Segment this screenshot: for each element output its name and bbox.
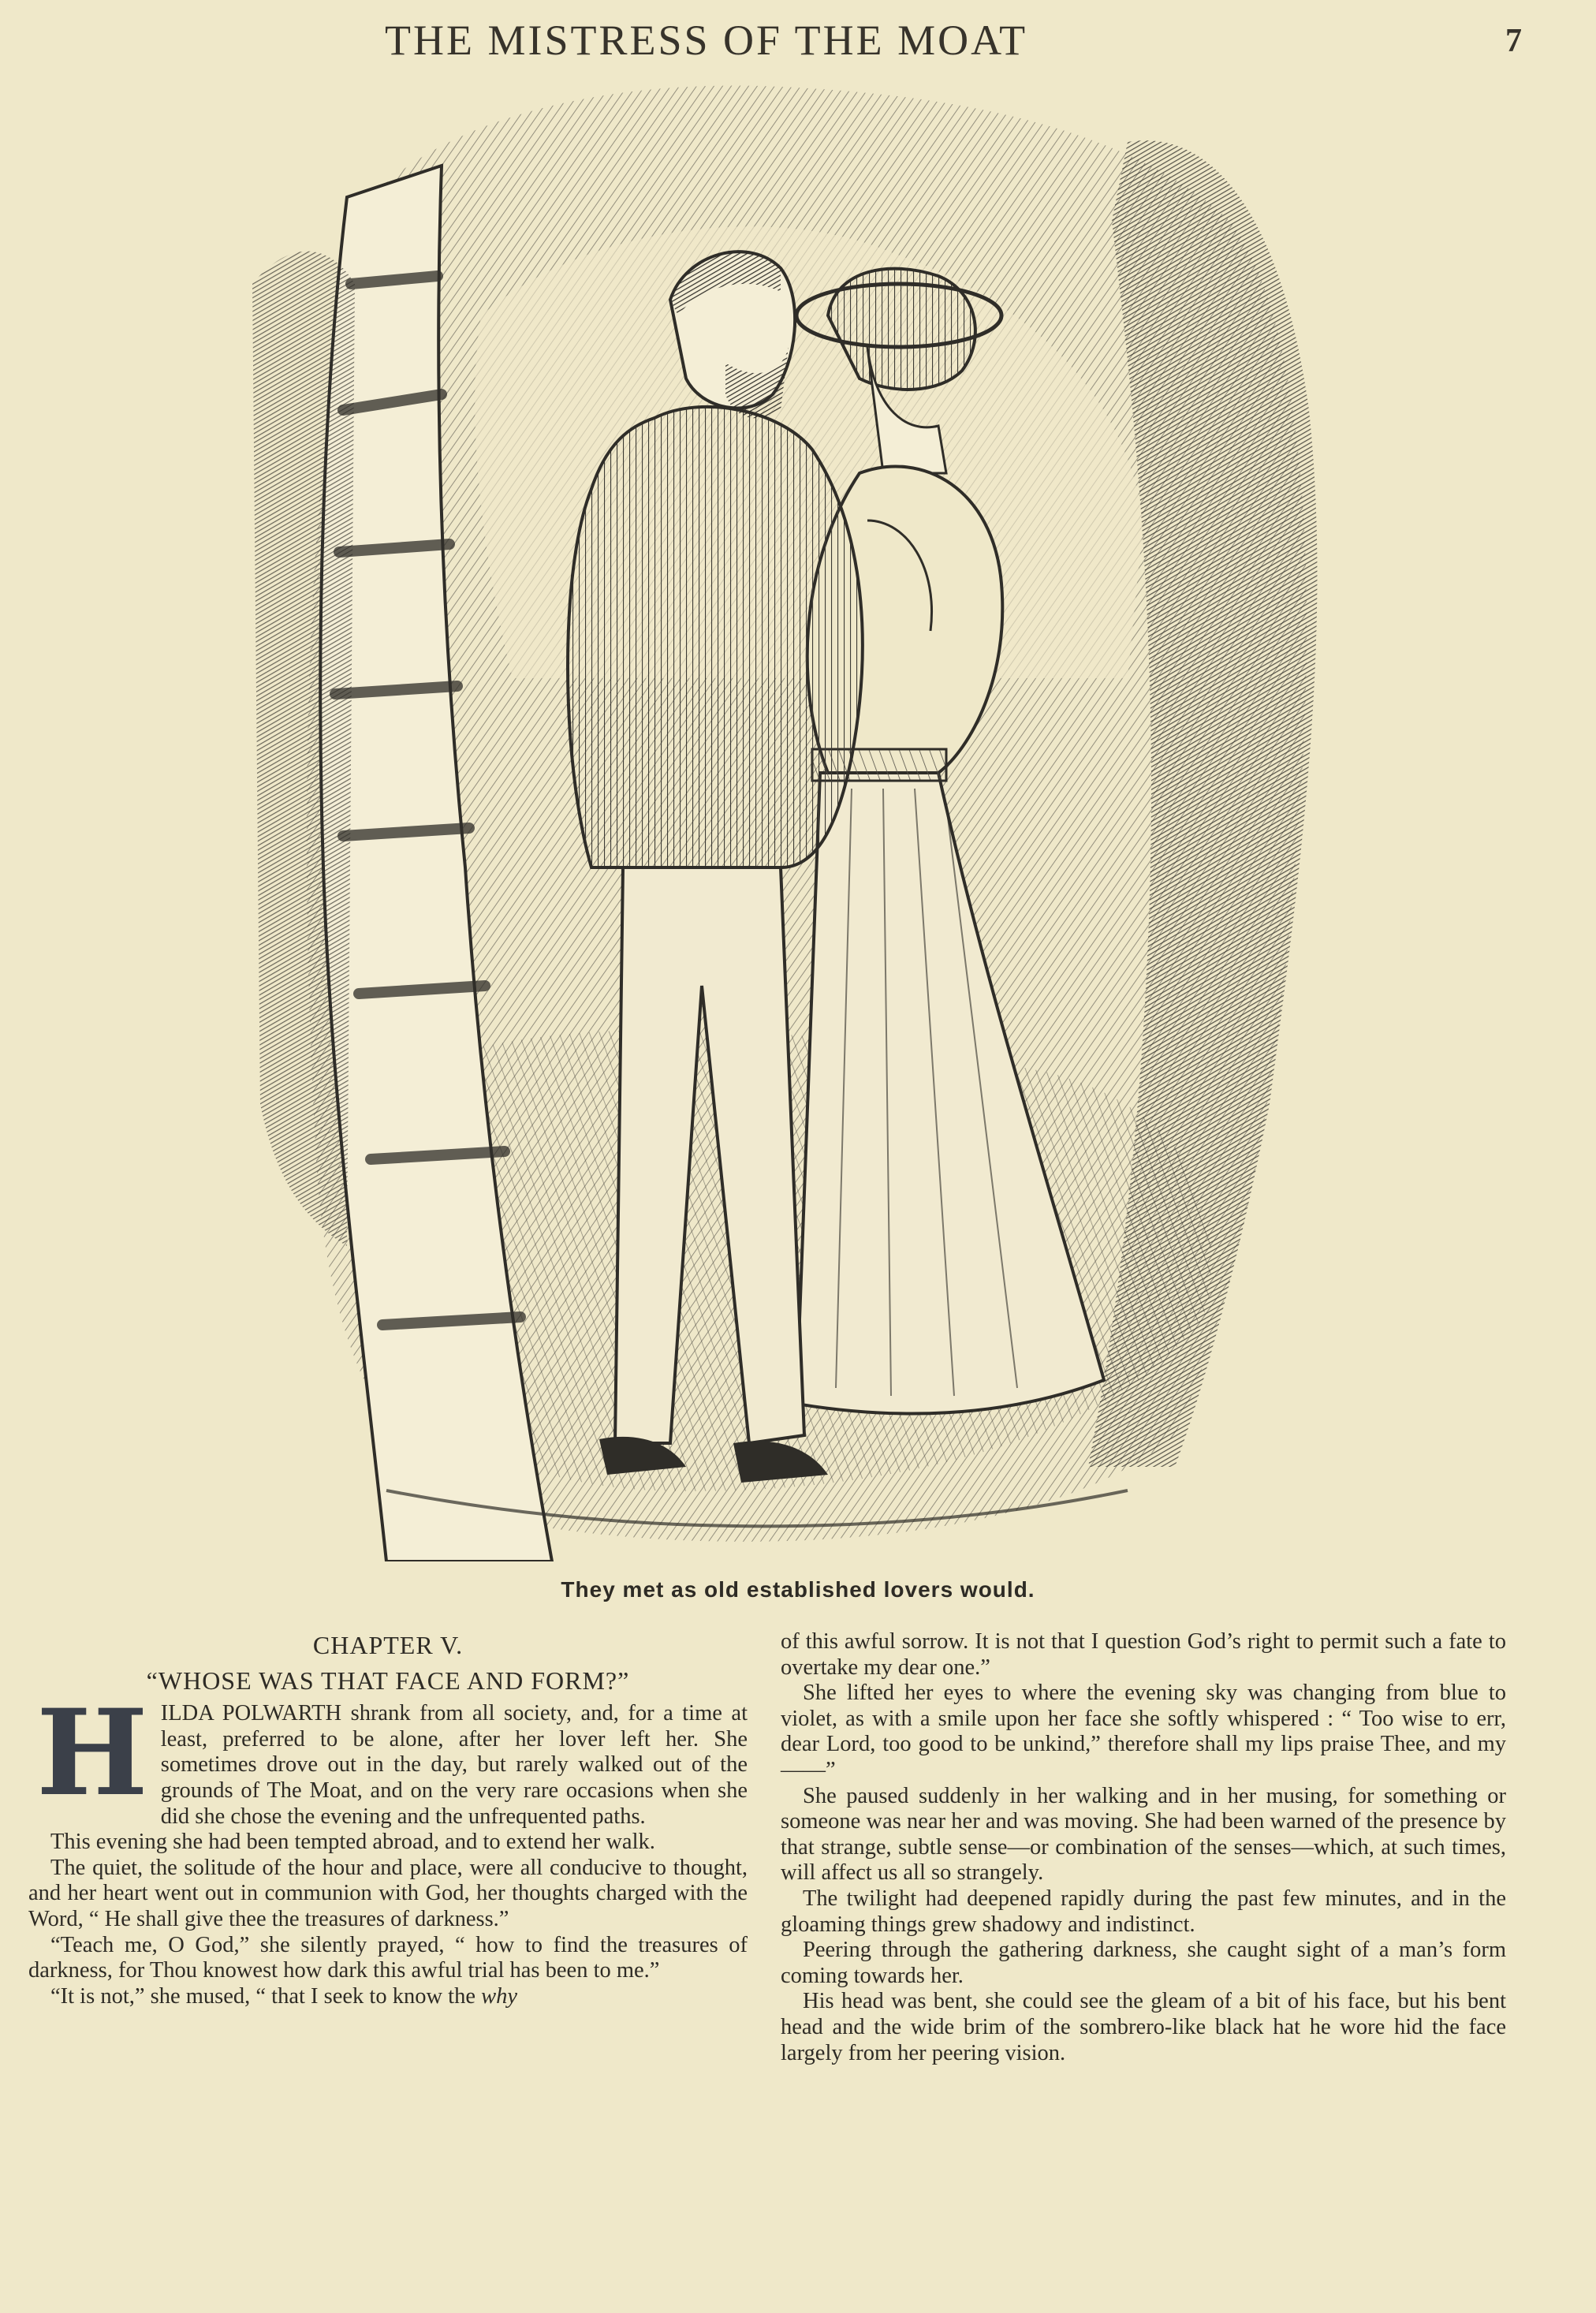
paragraph: The twilight had deepened rapidly during the past few minutes, and in the gloaming things grew shadowy and indistinct.	[781, 1886, 1506, 1937]
paragraph: She lifted her eyes to where the evening sky was changing from blue to violet, as with a smile upon her face she softly whispered : “ Too wise to err, dear Lord, too good to be unkind,” therefore shall my lips praise Thee, and my——”	[781, 1681, 1506, 1782]
drop-cap: H	[36, 1684, 148, 1823]
paragraph: She paused suddenly in her walking and in her musing, for something or someone was near her and was moving. She had been warned of the presence by that strange, subtle sense—or combination of the senses—which, at such times, will affect us all so strangely.	[781, 1783, 1506, 1886]
paragraph: His head was bent, she could see the gleam of a bit of his face, but his bent head and the wide brim of the sombrero-like black hat he wore hid the face largely from her peering vision.	[781, 1989, 1506, 2065]
paragraph: Peering through the gathering darkness, she caught sight of a man’s form coming towards her.	[781, 1938, 1506, 1988]
running-head	[0, 11, 1596, 66]
page-number: 7	[1505, 23, 1522, 59]
engraving-illustration	[181, 79, 1380, 1561]
chapter-title: “WHOSE WAS THAT FACE AND FORM?”	[146, 1666, 630, 1695]
paragraph-text: “It is not,” she mused, “ that I seek to know the	[50, 1983, 482, 2009]
paragraph: “Teach me, O God,” she silently prayed, “ how to find the treasures of darkness, for Thou knowest how dark this awful trial has been to me.”	[28, 1932, 748, 1983]
paragraph	[28, 1984, 748, 2010]
chapter-number: CHAPTER V.	[312, 1631, 464, 1659]
text-column-left	[28, 1629, 748, 2009]
couple-engraving	[181, 79, 1380, 1561]
paragraph-text: ILDA POLWARTH shrank from all society, and, for a time at least, preferred to be alone, after her lover left her. She sometimes drove out in the day, but rarely walked out of the grounds of The Moat, and on the very rare occasions when she did she chose the evening and the unfrequented paths.	[160, 1701, 748, 1829]
paragraph: This evening she had been tempted abroad, and to extend her walk.	[50, 1830, 655, 1855]
running-title: THE MISTRESS OF THE MOAT	[385, 17, 1028, 64]
emphasis: why	[481, 1983, 518, 2009]
paragraph	[28, 1684, 748, 1830]
paragraph: of this awful sorrow. It is not that I question God’s right to permit such a fate to overtake my dear one.”	[781, 1629, 1506, 1680]
paragraph: The quiet, the solitude of the hour and place, were all conducive to thought, and her heart went out in communion with God, her thoughts charged with the Word, “ He shall give thee the treasures of darkness.”	[28, 1855, 748, 1931]
text-column-right	[781, 1629, 1506, 2066]
illustration-caption: They met as old established lovers would.	[561, 1577, 1035, 1602]
